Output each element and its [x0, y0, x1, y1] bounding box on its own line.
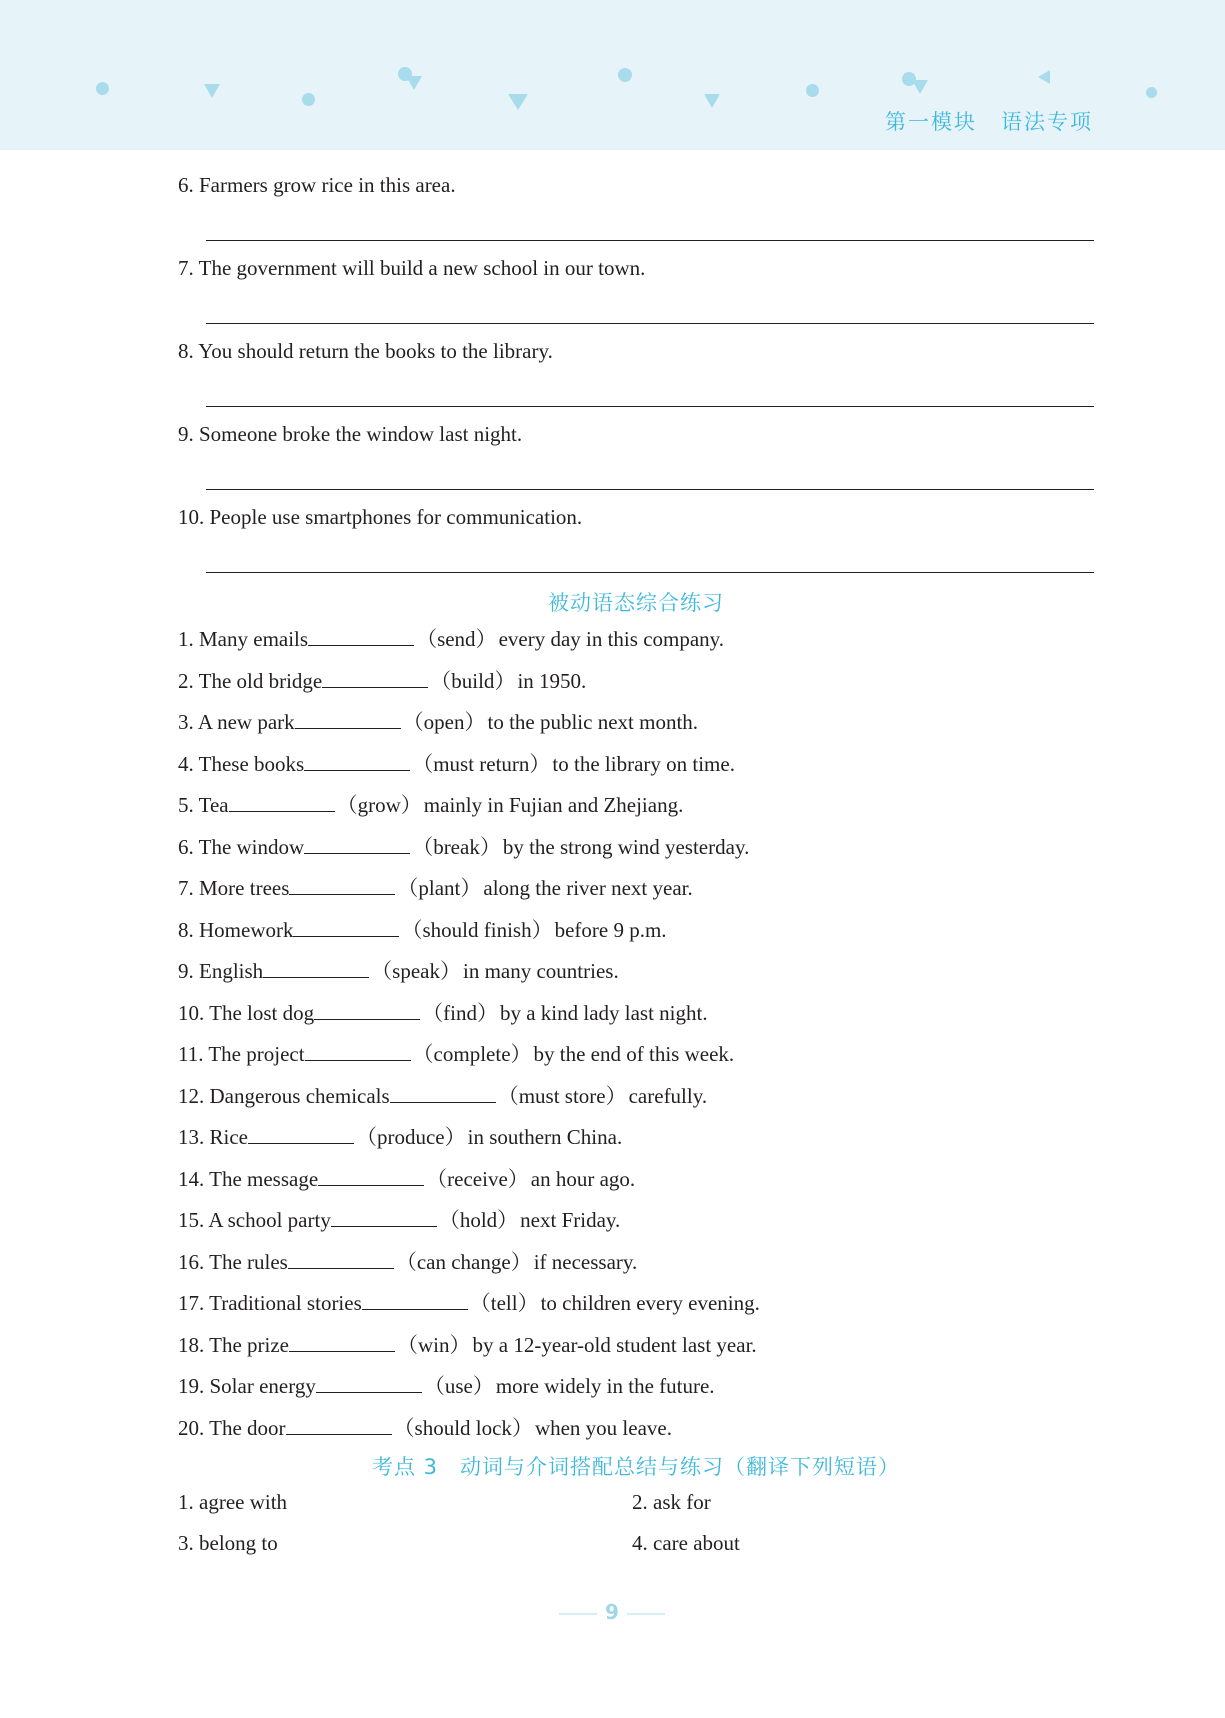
page-number: 9 — [559, 1600, 665, 1624]
fill-item-prompt: 11. The project — [178, 1042, 305, 1066]
fill-item-rest: by a 12-year-old student last year. — [472, 1332, 757, 1357]
verb-hint: （hold） — [438, 1208, 519, 1232]
decor-dot — [302, 93, 315, 106]
fill-item-rest: to the library on time. — [552, 751, 735, 776]
fill-item-rest: by the end of this week. — [533, 1042, 735, 1066]
fill-item-prompt: 17. Traditional stories — [178, 1291, 362, 1315]
verb-hint: （receive） — [426, 1166, 529, 1191]
fill-item-prompt: 4. These books — [178, 751, 305, 776]
verb-hint-text: should finish — [422, 917, 532, 942]
verb-hint: （send） — [416, 627, 497, 651]
fill-item — [178, 1080, 1094, 1122]
verb-hint-text: find — [443, 1000, 477, 1025]
answer-line[interactable] — [206, 323, 1094, 324]
fill-item-prompt: 2. The old bridge — [178, 668, 323, 693]
fill-item-rest: an hour ago. — [530, 1166, 636, 1191]
fill-item-prompt: 6. The window — [178, 834, 305, 859]
decor-dot — [618, 68, 632, 82]
rewrite-item — [178, 253, 1094, 336]
header-band — [0, 0, 1225, 150]
verb-hint-text: send — [437, 627, 476, 651]
answer-blank[interactable] — [316, 1370, 422, 1393]
fill-item — [178, 914, 1094, 956]
answer-line[interactable] — [206, 489, 1094, 490]
fill-item-rest: every day in this company. — [498, 627, 725, 651]
verb-hint-text: produce — [376, 1125, 445, 1149]
fill-item-prompt: 8. Homework — [178, 917, 294, 942]
fill-item-rest: by the strong wind yesterday. — [502, 834, 750, 859]
verb-hint-text: hold — [459, 1208, 498, 1232]
verb-hint: （should finish） — [401, 917, 553, 942]
verb-hint: （should lock） — [393, 1415, 533, 1440]
passive-section-title: 被动语态综合练习 — [548, 591, 724, 615]
fill-item — [178, 1370, 1094, 1412]
fill-item-rest: by a kind lady last night. — [499, 1000, 708, 1025]
verb-hint: （break） — [412, 834, 501, 859]
fill-item-rest: to children every evening. — [540, 1291, 760, 1315]
fill-item — [178, 1412, 1094, 1454]
fill-item-prompt: 20. The door — [178, 1415, 286, 1440]
answer-blank[interactable] — [295, 706, 401, 729]
verb-hint: （find） — [422, 1000, 498, 1025]
answer-blank[interactable] — [362, 1287, 468, 1310]
fill-item — [178, 1204, 1094, 1246]
rewrite-question: 8. You should return the books to the library. — [178, 339, 553, 363]
fill-item — [178, 1163, 1094, 1205]
fill-item-rest: when you leave. — [534, 1415, 672, 1440]
rewrite-item — [178, 419, 1094, 502]
verb-hint: （speak） — [371, 959, 461, 983]
fill-item-rest: along the river next year. — [483, 876, 693, 900]
fill-item — [178, 831, 1094, 873]
verb-hint: （use） — [423, 1374, 494, 1398]
fill-item-rest: carefully. — [628, 1083, 708, 1108]
answer-blank[interactable] — [289, 872, 395, 895]
fill-item-prompt: 15. A school party — [178, 1208, 331, 1232]
verb-hint: （complete） — [412, 1042, 532, 1066]
verb-hint-text: break — [433, 834, 480, 859]
verb-hint-text: plant — [418, 876, 461, 900]
decor-triangle — [704, 94, 720, 108]
decor-triangle — [1038, 70, 1050, 84]
decor-dot — [96, 82, 109, 95]
rewrite-question: 10. People use smartphones for communication. — [178, 505, 583, 529]
verb-hint-text: speak — [392, 959, 440, 983]
decor-triangle — [508, 94, 528, 110]
answer-blank[interactable] — [286, 1412, 392, 1435]
fill-item-rest: before 9 p.m. — [554, 917, 667, 942]
fill-item-prompt: 13. Rice — [178, 1125, 248, 1149]
fill-item-rest: in many countries. — [463, 959, 619, 983]
passive-exercise-list — [178, 623, 1094, 1453]
phrase-item: 2. ask for — [632, 1490, 711, 1514]
answer-blank[interactable] — [305, 1038, 411, 1061]
answer-line[interactable] — [206, 406, 1094, 407]
worksheet-content — [178, 170, 1094, 1558]
phrase-list — [178, 1487, 1094, 1558]
answer-blank[interactable] — [304, 831, 410, 854]
rewrite-exercise — [178, 170, 1094, 585]
decor-dot — [1146, 87, 1157, 98]
fill-item-rest: in southern China. — [467, 1125, 623, 1149]
rewrite-question: 6. Farmers grow rice in this area. — [178, 173, 456, 197]
fill-item — [178, 1329, 1094, 1371]
answer-blank[interactable] — [390, 1080, 496, 1103]
answer-blank[interactable] — [293, 914, 399, 937]
verb-hint: （plant） — [397, 876, 482, 900]
fill-item — [178, 665, 1094, 707]
verb-hint-text: must store — [518, 1083, 606, 1108]
fill-item-rest: next Friday. — [520, 1208, 621, 1232]
answer-blank[interactable] — [318, 1163, 424, 1186]
verb-hint-text: build — [451, 668, 495, 693]
fill-item — [178, 748, 1094, 790]
fill-item-prompt: 9. English — [178, 959, 264, 983]
fill-item — [178, 1246, 1094, 1288]
answer-blank[interactable] — [331, 1204, 437, 1227]
answer-blank[interactable] — [308, 623, 414, 646]
fill-item-prompt: 1. Many emails — [178, 627, 309, 651]
answer-blank[interactable] — [248, 1121, 354, 1144]
answer-blank[interactable] — [322, 665, 428, 688]
verb-hint-text: grow — [357, 793, 401, 817]
fill-item — [178, 872, 1094, 914]
fill-item — [178, 1038, 1094, 1080]
module-label: 第一模块 — [885, 110, 977, 134]
answer-blank[interactable] — [314, 997, 420, 1020]
verb-hint: （must return） — [412, 751, 551, 776]
verb-hint-text: receive — [447, 1166, 508, 1191]
verb-hint: （must store） — [497, 1083, 627, 1108]
answer-blank[interactable] — [289, 1329, 395, 1352]
fill-item-prompt: 19. Solar energy — [178, 1374, 316, 1398]
verb-hint-text: can change — [416, 1249, 511, 1274]
answer-line[interactable] — [206, 572, 1094, 573]
fill-item — [178, 706, 1094, 748]
decor-triangle — [204, 84, 220, 98]
fill-item — [178, 1287, 1094, 1329]
answer-line[interactable] — [206, 240, 1094, 241]
answer-blank[interactable] — [288, 1246, 394, 1269]
fill-item-prompt: 7. More trees — [178, 876, 290, 900]
fill-item-rest: more widely in the future. — [495, 1374, 715, 1398]
decor-triangle — [406, 76, 422, 90]
verb-hint-text: tell — [490, 1291, 518, 1315]
verb-hint-text: open — [423, 710, 465, 734]
answer-blank[interactable] — [263, 955, 369, 978]
fill-item-prompt: 3. A new park — [178, 710, 295, 734]
fill-item — [178, 955, 1094, 997]
answer-blank[interactable] — [304, 748, 410, 771]
rewrite-item — [178, 336, 1094, 419]
rewrite-item — [178, 170, 1094, 253]
fill-item-prompt: 12. Dangerous chemicals — [178, 1083, 390, 1108]
decor-dot — [806, 84, 819, 97]
answer-blank[interactable] — [229, 789, 335, 812]
verb-hint: （tell） — [469, 1291, 539, 1315]
verb-hint: （build） — [430, 668, 516, 693]
fill-item-rest: mainly in Fujian and Zhejiang. — [423, 793, 684, 817]
fill-item-rest: to the public next month. — [487, 710, 699, 734]
verb-hint-text: should lock — [414, 1415, 512, 1440]
phrase-item: 4. care about — [632, 1531, 740, 1555]
verb-hint-text: complete — [433, 1042, 511, 1066]
fill-item-prompt: 18. The prize — [178, 1332, 289, 1357]
fill-item — [178, 623, 1094, 665]
rewrite-item — [178, 502, 1094, 585]
phrase-section-title: 考点 3 动词与介词搭配总结与练习（翻译下列短语） — [371, 1455, 901, 1479]
verb-hint: （grow） — [336, 793, 422, 817]
fill-item-prompt: 14. The message — [178, 1166, 319, 1191]
verb-hint: （win） — [397, 1332, 471, 1357]
fill-item — [178, 789, 1094, 831]
fill-item — [178, 1121, 1094, 1163]
rewrite-question: 9. Someone broke the window last night. — [178, 422, 523, 446]
decor-triangle — [912, 80, 928, 94]
verb-hint: （can change） — [395, 1249, 532, 1274]
fill-item-rest: in 1950. — [517, 668, 587, 693]
header-title — [885, 106, 1093, 136]
fill-item-prompt: 5. Tea — [178, 793, 229, 817]
fill-item-prompt: 10. The lost dog — [178, 1000, 315, 1025]
phrase-item: 3. belong to — [178, 1531, 278, 1555]
rewrite-question: 7. The government will build a new school in our town. — [178, 256, 646, 280]
verb-hint: （produce） — [355, 1125, 466, 1149]
verb-hint-text: use — [444, 1374, 473, 1398]
verb-hint: （open） — [402, 710, 486, 734]
verb-hint-text: must return — [433, 751, 530, 776]
fill-item-rest: if necessary. — [533, 1249, 638, 1274]
fill-item — [178, 997, 1094, 1039]
fill-item-prompt: 16. The rules — [178, 1249, 288, 1274]
phrase-item: 1. agree with — [178, 1490, 288, 1514]
topic-label: 语法专项 — [1001, 110, 1093, 134]
verb-hint-text: win — [418, 1332, 450, 1357]
